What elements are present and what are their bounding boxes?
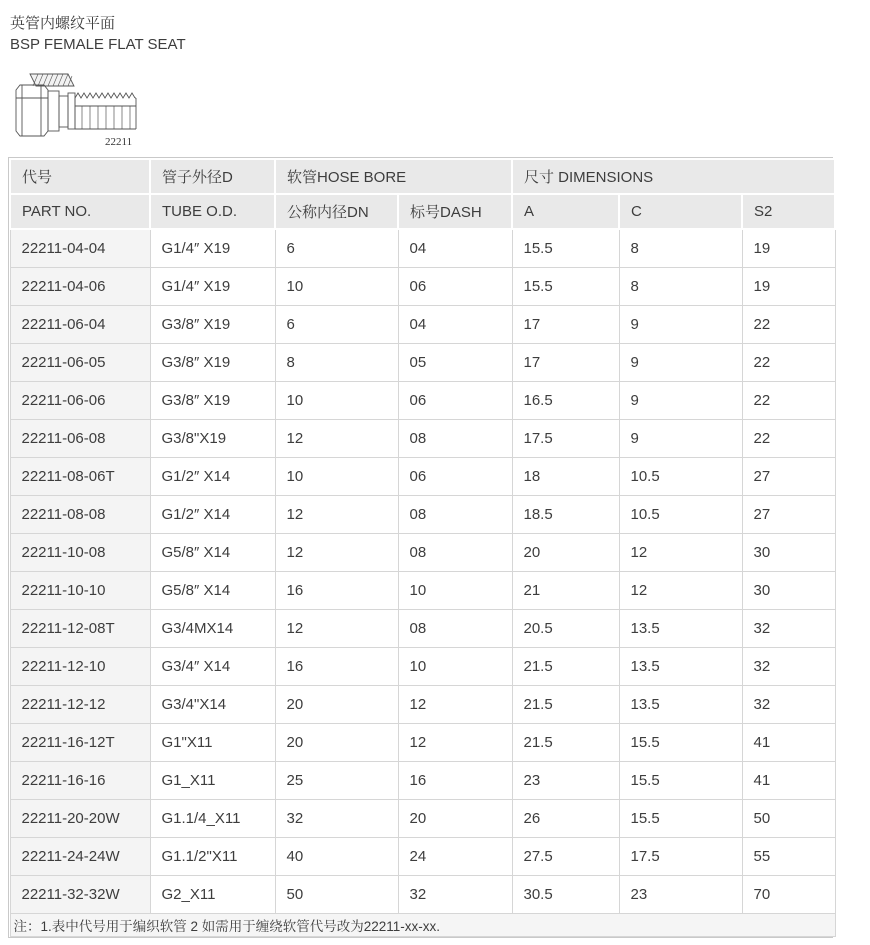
header-s2: S2 xyxy=(742,194,835,229)
tube-od-cell: G1_X11 xyxy=(150,762,275,800)
a-cell: 23 xyxy=(512,762,619,800)
a-cell: 21 xyxy=(512,572,619,610)
s2-cell: 41 xyxy=(742,724,835,762)
table-row xyxy=(10,229,835,268)
part-no-cell: 22211-08-06T xyxy=(10,458,150,496)
s2-cell: 19 xyxy=(742,268,835,306)
dn-cell: 6 xyxy=(275,229,398,268)
note-row xyxy=(10,914,835,937)
part-no-cell: 22211-32-32W xyxy=(10,876,150,914)
table-row xyxy=(10,724,835,762)
s2-cell: 30 xyxy=(742,534,835,572)
tube-od-cell: G3/8″ X19 xyxy=(150,306,275,344)
a-cell: 17.5 xyxy=(512,420,619,458)
part-no-cell: 22211-10-08 xyxy=(10,534,150,572)
dn-cell: 16 xyxy=(275,648,398,686)
s2-cell: 70 xyxy=(742,876,835,914)
table-row xyxy=(10,800,835,838)
table-row xyxy=(10,496,835,534)
dn-cell: 8 xyxy=(275,344,398,382)
tube-od-cell: G3/4″ X14 xyxy=(150,648,275,686)
dash-cell: 12 xyxy=(398,724,512,762)
s2-cell: 32 xyxy=(742,686,835,724)
c-cell: 9 xyxy=(619,344,742,382)
spec-table-frame xyxy=(8,157,833,938)
part-no-cell: 22211-06-05 xyxy=(10,344,150,382)
spec-table xyxy=(9,158,836,937)
part-no-cell: 22211-16-12T xyxy=(10,724,150,762)
c-cell: 10.5 xyxy=(619,496,742,534)
dash-cell: 10 xyxy=(398,572,512,610)
tube-od-cell: G1.1/4_X11 xyxy=(150,800,275,838)
c-cell: 23 xyxy=(619,876,742,914)
tube-od-cell: G3/4MX14 xyxy=(150,610,275,648)
a-cell: 18.5 xyxy=(512,496,619,534)
dash-cell: 08 xyxy=(398,420,512,458)
dn-cell: 12 xyxy=(275,496,398,534)
a-cell: 18 xyxy=(512,458,619,496)
table-row xyxy=(10,838,835,876)
tube-od-cell: G2_X11 xyxy=(150,876,275,914)
dn-cell: 20 xyxy=(275,724,398,762)
dash-cell: 06 xyxy=(398,458,512,496)
s2-cell: 55 xyxy=(742,838,835,876)
drawing-part-number-label: 22211 xyxy=(105,136,133,148)
table-row xyxy=(10,572,835,610)
header-a: A xyxy=(512,194,619,229)
fitting-drawing-svg xyxy=(8,68,148,148)
a-cell: 20 xyxy=(512,534,619,572)
spec-table-header xyxy=(10,159,835,229)
dash-cell: 24 xyxy=(398,838,512,876)
table-row xyxy=(10,876,835,914)
table-row xyxy=(10,306,835,344)
tube-od-cell: G1/4″ X19 xyxy=(150,268,275,306)
s2-cell: 32 xyxy=(742,610,835,648)
c-cell: 17.5 xyxy=(619,838,742,876)
page-title-en: BSP FEMALE FLAT SEAT xyxy=(10,36,186,53)
dash-cell: 04 xyxy=(398,306,512,344)
table-row xyxy=(10,610,835,648)
part-no-cell: 22211-12-12 xyxy=(10,686,150,724)
s2-cell: 41 xyxy=(742,762,835,800)
c-cell: 15.5 xyxy=(619,800,742,838)
part-no-cell: 22211-12-10 xyxy=(10,648,150,686)
a-cell: 27.5 xyxy=(512,838,619,876)
part-no-cell: 22211-08-08 xyxy=(10,496,150,534)
part-no-cell: 22211-12-08T xyxy=(10,610,150,648)
header-c: C xyxy=(619,194,742,229)
s2-cell: 32 xyxy=(742,648,835,686)
s2-cell: 22 xyxy=(742,306,835,344)
dn-cell: 12 xyxy=(275,534,398,572)
c-cell: 8 xyxy=(619,229,742,268)
c-cell: 13.5 xyxy=(619,686,742,724)
part-no-cell: 22211-16-16 xyxy=(10,762,150,800)
tube-od-cell: G3/8″ X19 xyxy=(150,382,275,420)
c-cell: 12 xyxy=(619,572,742,610)
s2-cell: 19 xyxy=(742,229,835,268)
table-row xyxy=(10,762,835,800)
header-dn: 公称内径DN xyxy=(275,194,398,229)
s2-cell: 30 xyxy=(742,572,835,610)
dash-cell: 05 xyxy=(398,344,512,382)
c-cell: 10.5 xyxy=(619,458,742,496)
tube-od-cell: G1/2″ X14 xyxy=(150,496,275,534)
part-no-cell: 22211-06-04 xyxy=(10,306,150,344)
tube-od-cell: G3/8″ X19 xyxy=(150,344,275,382)
dash-cell: 06 xyxy=(398,382,512,420)
header-part-no: PART NO. xyxy=(10,194,150,229)
a-cell: 15.5 xyxy=(512,268,619,306)
header-part-no-cn: 代号 xyxy=(10,159,150,194)
a-cell: 26 xyxy=(512,800,619,838)
table-note: 注：1.表中代号用于编织软管 2 如需用于缠绕软管代号改为22211-xx-xx. xyxy=(10,914,835,937)
c-cell: 13.5 xyxy=(619,648,742,686)
header-hose-bore: 软管HOSE BORE xyxy=(275,159,512,194)
dn-cell: 10 xyxy=(275,382,398,420)
dash-cell: 08 xyxy=(398,534,512,572)
s2-cell: 22 xyxy=(742,382,835,420)
a-cell: 30.5 xyxy=(512,876,619,914)
header-dash: 标号DASH xyxy=(398,194,512,229)
s2-cell: 22 xyxy=(742,420,835,458)
header-row-group xyxy=(10,159,835,194)
dash-cell: 12 xyxy=(398,686,512,724)
a-cell: 21.5 xyxy=(512,724,619,762)
dn-cell: 25 xyxy=(275,762,398,800)
part-no-cell: 22211-04-06 xyxy=(10,268,150,306)
fitting-technical-drawing xyxy=(8,68,148,148)
tube-od-cell: G1/4″ X19 xyxy=(150,229,275,268)
part-no-cell: 22211-24-24W xyxy=(10,838,150,876)
header-dimensions: 尺寸 DIMENSIONS xyxy=(512,159,835,194)
dn-cell: 16 xyxy=(275,572,398,610)
dn-cell: 10 xyxy=(275,458,398,496)
c-cell: 15.5 xyxy=(619,724,742,762)
table-row xyxy=(10,686,835,724)
table-row xyxy=(10,382,835,420)
dash-cell: 32 xyxy=(398,876,512,914)
part-no-cell: 22211-04-04 xyxy=(10,229,150,268)
dn-cell: 12 xyxy=(275,610,398,648)
dn-cell: 50 xyxy=(275,876,398,914)
spec-table-footer xyxy=(10,914,835,937)
s2-cell: 50 xyxy=(742,800,835,838)
s2-cell: 22 xyxy=(742,344,835,382)
page-title-cn: 英管内螺纹平面 xyxy=(10,15,116,32)
dash-cell: 16 xyxy=(398,762,512,800)
dash-cell: 06 xyxy=(398,268,512,306)
table-row xyxy=(10,458,835,496)
dash-cell: 04 xyxy=(398,229,512,268)
dash-cell: 08 xyxy=(398,610,512,648)
a-cell: 15.5 xyxy=(512,229,619,268)
c-cell: 9 xyxy=(619,306,742,344)
c-cell: 12 xyxy=(619,534,742,572)
s2-cell: 27 xyxy=(742,496,835,534)
dn-cell: 10 xyxy=(275,268,398,306)
tube-od-cell: G1.1/2"X11 xyxy=(150,838,275,876)
c-cell: 8 xyxy=(619,268,742,306)
tube-od-cell: G1"X11 xyxy=(150,724,275,762)
header-tube-od: TUBE O.D. xyxy=(150,194,275,229)
c-cell: 13.5 xyxy=(619,610,742,648)
table-row xyxy=(10,648,835,686)
a-cell: 16.5 xyxy=(512,382,619,420)
dn-cell: 6 xyxy=(275,306,398,344)
header-row-sub xyxy=(10,194,835,229)
tube-od-cell: G3/4"X14 xyxy=(150,686,275,724)
s2-cell: 27 xyxy=(742,458,835,496)
table-row xyxy=(10,268,835,306)
part-no-cell: 22211-20-20W xyxy=(10,800,150,838)
dn-cell: 40 xyxy=(275,838,398,876)
table-row xyxy=(10,344,835,382)
a-cell: 20.5 xyxy=(512,610,619,648)
table-row xyxy=(10,534,835,572)
tube-od-cell: G1/2″ X14 xyxy=(150,458,275,496)
c-cell: 9 xyxy=(619,420,742,458)
spec-table-body xyxy=(10,229,835,914)
a-cell: 17 xyxy=(512,306,619,344)
c-cell: 9 xyxy=(619,382,742,420)
dash-cell: 08 xyxy=(398,496,512,534)
tube-od-cell: G5/8″ X14 xyxy=(150,572,275,610)
a-cell: 21.5 xyxy=(512,648,619,686)
dash-cell: 20 xyxy=(398,800,512,838)
dn-cell: 12 xyxy=(275,420,398,458)
title-block xyxy=(0,0,870,55)
header-tube-od-cn: 管子外径D xyxy=(150,159,275,194)
dn-cell: 32 xyxy=(275,800,398,838)
tube-od-cell: G5/8″ X14 xyxy=(150,534,275,572)
part-no-cell: 22211-06-06 xyxy=(10,382,150,420)
part-no-cell: 22211-10-10 xyxy=(10,572,150,610)
tube-od-cell: G3/8"X19 xyxy=(150,420,275,458)
a-cell: 21.5 xyxy=(512,686,619,724)
c-cell: 15.5 xyxy=(619,762,742,800)
part-no-cell: 22211-06-08 xyxy=(10,420,150,458)
dn-cell: 20 xyxy=(275,686,398,724)
table-row xyxy=(10,420,835,458)
dash-cell: 10 xyxy=(398,648,512,686)
a-cell: 17 xyxy=(512,344,619,382)
